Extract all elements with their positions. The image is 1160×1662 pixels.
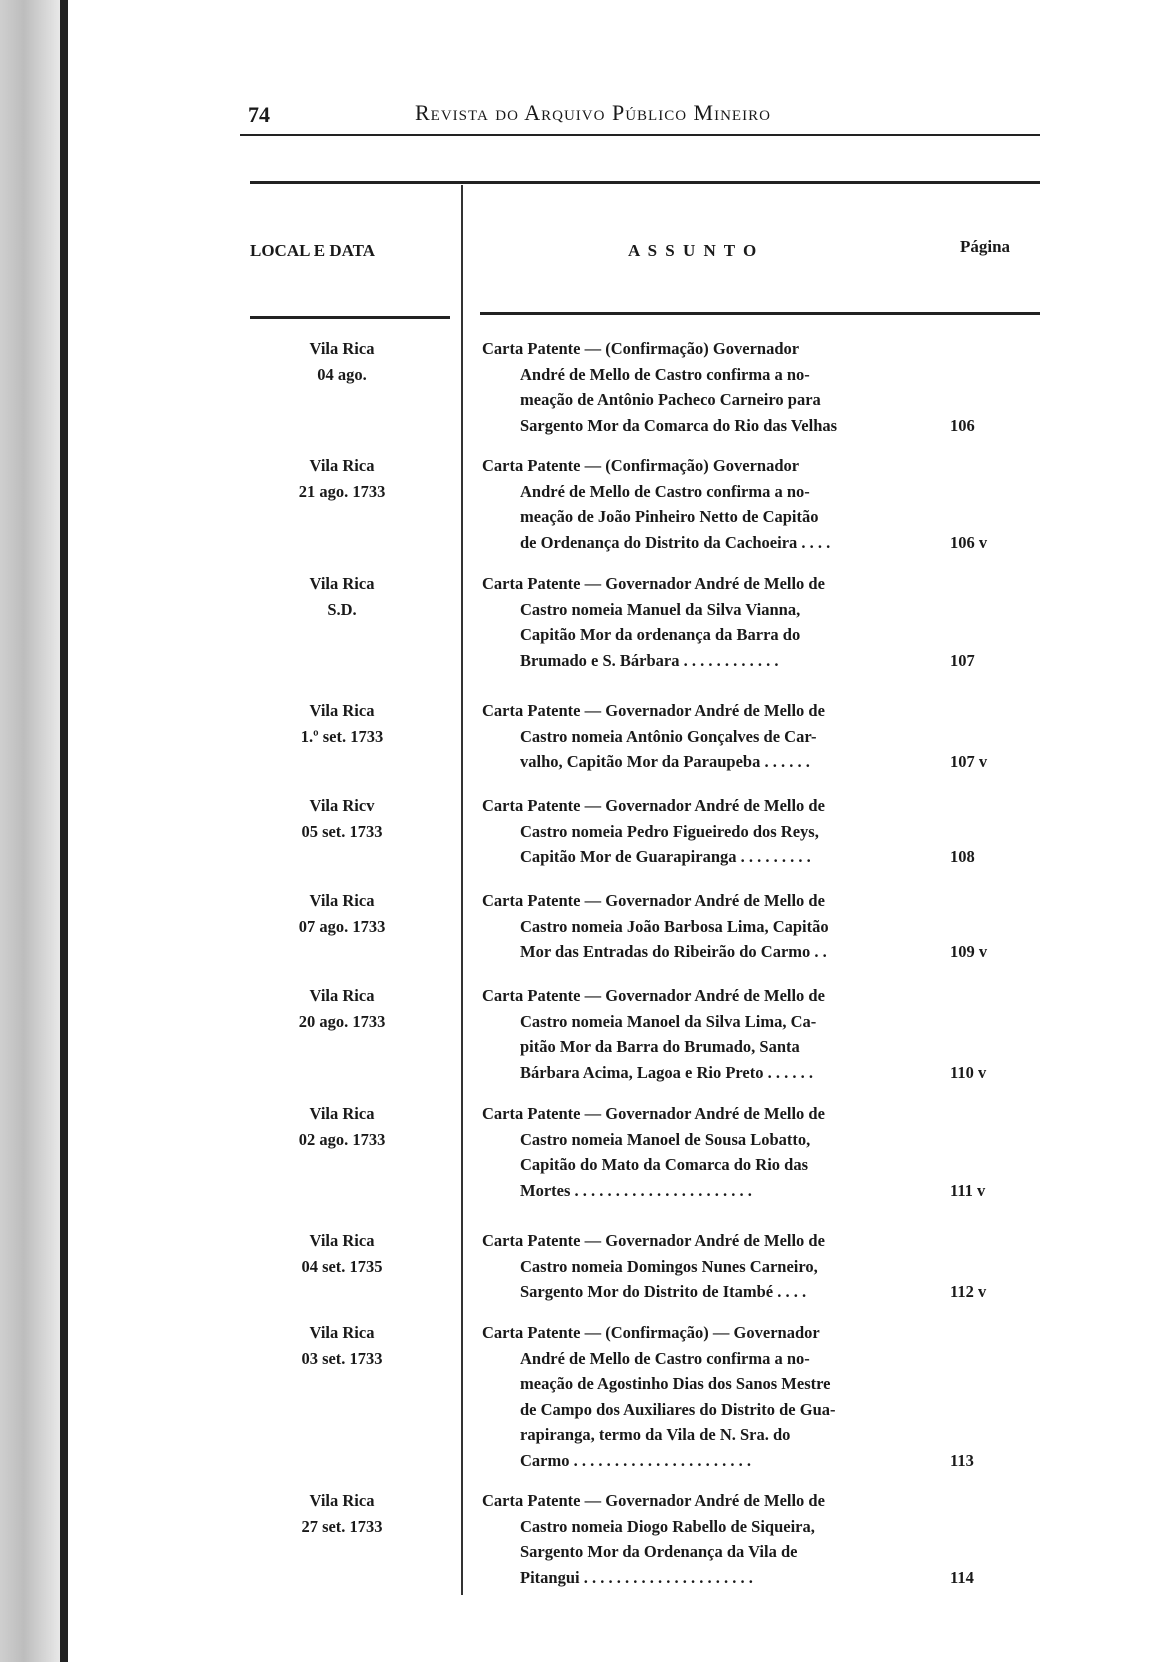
entry-subject	[482, 1228, 938, 1305]
entry-place: Vila Rica	[309, 339, 375, 358]
entry-subject-line: Castro nomeia Pedro Figueiredo dos Reys,	[520, 821, 819, 841]
entry-place: Vila Rica	[309, 574, 375, 593]
table-top-rule	[250, 181, 1040, 184]
entry-page-number: 107 v	[950, 752, 988, 771]
entry-date: 02 ago. 1733	[298, 1129, 386, 1149]
entry-subject-line: meação de Antônio Pacheco Carneiro para	[520, 390, 821, 409]
entry-place: Vila Rica	[309, 891, 375, 910]
entry-subject-line: Capitão Mor da ordenança da Barra do	[520, 625, 801, 644]
entry-subject	[482, 1488, 938, 1590]
entry-place-date	[262, 1320, 422, 1371]
entry-date: S.D.	[327, 599, 357, 619]
entry-page-number: 110 v	[950, 1062, 987, 1082]
binding-edge	[0, 0, 68, 1662]
entry-subject-line: Carmo . . . . . . . . . . . . . . . . . . . . . .	[520, 1450, 751, 1470]
entry-subject	[482, 793, 938, 870]
entry-place: Vila Rica	[309, 1491, 375, 1510]
entry-subject-line: de Campo dos Auxiliares do Distrito de Gua-	[520, 1399, 836, 1419]
entry-subject-line: Castro nomeia João Barbosa Lima, Capitão	[520, 916, 829, 936]
entry-subject-line: valho, Capitão Mor da Paraupeba . . . . . .	[520, 752, 810, 771]
entry-place-date	[262, 1101, 422, 1152]
entry-subject	[482, 888, 938, 965]
entry-place-date	[262, 698, 422, 749]
entry-page-number: 113	[950, 1450, 974, 1470]
entry-subject-line: Carta Patente — Governador André de Mello de	[482, 701, 825, 720]
binding-line	[60, 0, 68, 1662]
entry-subject-line: Carta Patente — (Confirmação) — Governador	[482, 1323, 820, 1342]
page-number: 74	[248, 102, 270, 127]
entry-subject-line: meação de Agostinho Dias dos Sanos Mestre	[520, 1374, 831, 1393]
entry-page-number: 112 v	[950, 1282, 987, 1301]
entry-place-date	[262, 793, 422, 844]
entry-subject	[482, 453, 938, 555]
entry-place-date	[262, 983, 422, 1034]
column-header-local-data: LOCAL E DATA	[250, 241, 376, 260]
entry-subject	[482, 1320, 938, 1473]
entry-subject-line: Sargento Mor da Comarca do Rio das Velhas	[520, 415, 838, 435]
column-divider	[461, 185, 463, 1595]
entry-place: Vila Rica	[309, 1104, 375, 1123]
entry-date: 05 set. 1733	[301, 821, 383, 841]
entry-subject	[482, 336, 938, 438]
entry-subject	[482, 1101, 938, 1203]
entry-subject-line: Carta Patente — Governador André de Mello de	[482, 1104, 825, 1123]
entry-subject-line: meação de João Pinheiro Netto de Capitão	[520, 507, 819, 526]
entry-place: Vila Ricv	[309, 796, 375, 815]
entry-page-number: 106	[950, 415, 975, 435]
entry-subject-line: Carta Patente — (Confirmação) Governador	[482, 339, 800, 358]
entry-subject-line: Capitão do Mato da Comarca do Rio das	[520, 1155, 809, 1174]
entry-subject-line: Carta Patente — Governador André de Mello de	[482, 1491, 825, 1510]
entry-subject-line: Bárbara Acima, Lagoa e Rio Preto . . . . . .	[520, 1062, 813, 1082]
entry-date: 20 ago. 1733	[298, 1011, 386, 1031]
running-title: Revista do Arquivo Público Mineiro	[415, 100, 771, 125]
entry-subject-line: de Ordenança do Distrito da Cachoeira . . . .	[520, 532, 831, 552]
entry-subject-line: Carta Patente — Governador André de Mello de	[482, 891, 825, 910]
entry-subject-line: Pitangui . . . . . . . . . . . . . . . . . . . . .	[520, 1567, 753, 1587]
header-bottom-rule-right	[480, 312, 1040, 315]
entry-subject-line: Castro nomeia Manuel da Silva Vianna,	[520, 599, 801, 619]
entry-subject-line: Carta Patente — Governador André de Mello de	[482, 1231, 825, 1250]
entry-subject-line: Mor das Entradas do Ribeirão do Carmo . .	[520, 942, 827, 961]
header-rule	[240, 134, 1040, 136]
entry-page-number: 108	[950, 847, 975, 866]
entry-subject-line: Sargento Mor do Distrito de Itambé . . . .	[520, 1282, 807, 1301]
entry-subject-line: Carta Patente — Governador André de Mello de	[482, 796, 825, 815]
entry-subject	[482, 571, 938, 673]
entry-place-date	[262, 1228, 422, 1279]
entry-page-number: 107	[950, 650, 975, 670]
entry-subject-line: pitão Mor da Barra do Brumado, Santa	[520, 1037, 800, 1056]
column-header-assunto: A S S U N T O	[628, 241, 759, 260]
entry-page-number: 106 v	[950, 532, 988, 552]
entry-subject-line: Brumado e S. Bárbara . . . . . . . . . . . .	[520, 650, 779, 670]
entry-page-number: 111 v	[950, 1180, 986, 1200]
entry-subject-line: Carta Patente — Governador André de Mello de	[482, 986, 825, 1005]
entry-subject-line: Castro nomeia Manoel de Sousa Lobatto,	[520, 1129, 811, 1149]
entry-subject-line: Castro nomeia Manoel da Silva Lima, Ca-	[520, 1011, 817, 1031]
entry-date: 04 ago.	[317, 364, 367, 384]
entry-subject-line: Mortes . . . . . . . . . . . . . . . . . . . . . .	[520, 1180, 752, 1200]
entry-subject-line: Carta Patente — Governador André de Mello de	[482, 574, 825, 593]
entry-date: 27 set. 1733	[301, 1516, 383, 1536]
entry-place: Vila Rica	[309, 1323, 375, 1342]
entry-subject-line: André de Mello de Castro confirma a no-	[520, 364, 810, 384]
entry-subject-line: Castro nomeia Domingos Nunes Carneiro,	[520, 1256, 818, 1276]
entry-subject-line: Sargento Mor da Ordenança da Vila de	[520, 1542, 798, 1561]
column-header-pagina: Página	[960, 237, 1011, 256]
entry-place: Vila Rica	[309, 456, 375, 475]
entry-place-date	[262, 1488, 422, 1539]
entry-date: 07 ago. 1733	[298, 916, 386, 936]
entry-place-date	[262, 453, 422, 504]
entry-subject-line: rapiranga, termo da Vila de N. Sra. do	[520, 1425, 791, 1444]
entry-place-date	[262, 888, 422, 939]
entry-place-date	[262, 336, 422, 387]
entry-place-date	[262, 571, 422, 622]
entry-subject-line: Carta Patente — (Confirmação) Governador	[482, 456, 800, 475]
entry-subject-line: André de Mello de Castro confirma a no-	[520, 1348, 810, 1368]
entry-subject-line: Capitão Mor de Guarapiranga . . . . . . . . .	[520, 847, 811, 866]
entry-place: Vila Rica	[309, 1231, 375, 1250]
entry-page-number: 109 v	[950, 942, 988, 961]
entry-place: Vila Rica	[309, 986, 375, 1005]
entry-page-number: 114	[950, 1567, 974, 1587]
header-bottom-rule-left	[250, 316, 450, 319]
entry-date: 04 set. 1735	[301, 1256, 383, 1276]
entry-subject-line: André de Mello de Castro confirma a no-	[520, 481, 810, 501]
entry-date: 1.º set. 1733	[300, 726, 384, 746]
entry-subject	[482, 698, 938, 775]
entry-subject-line: Castro nomeia Diogo Rabello de Siqueira,	[520, 1516, 815, 1536]
entry-date: 03 set. 1733	[301, 1348, 383, 1368]
entry-place: Vila Rica	[309, 701, 375, 720]
entry-subject	[482, 983, 938, 1085]
entry-subject-line: Castro nomeia Antônio Gonçalves de Car-	[520, 726, 817, 746]
entry-date: 21 ago. 1733	[298, 481, 386, 501]
